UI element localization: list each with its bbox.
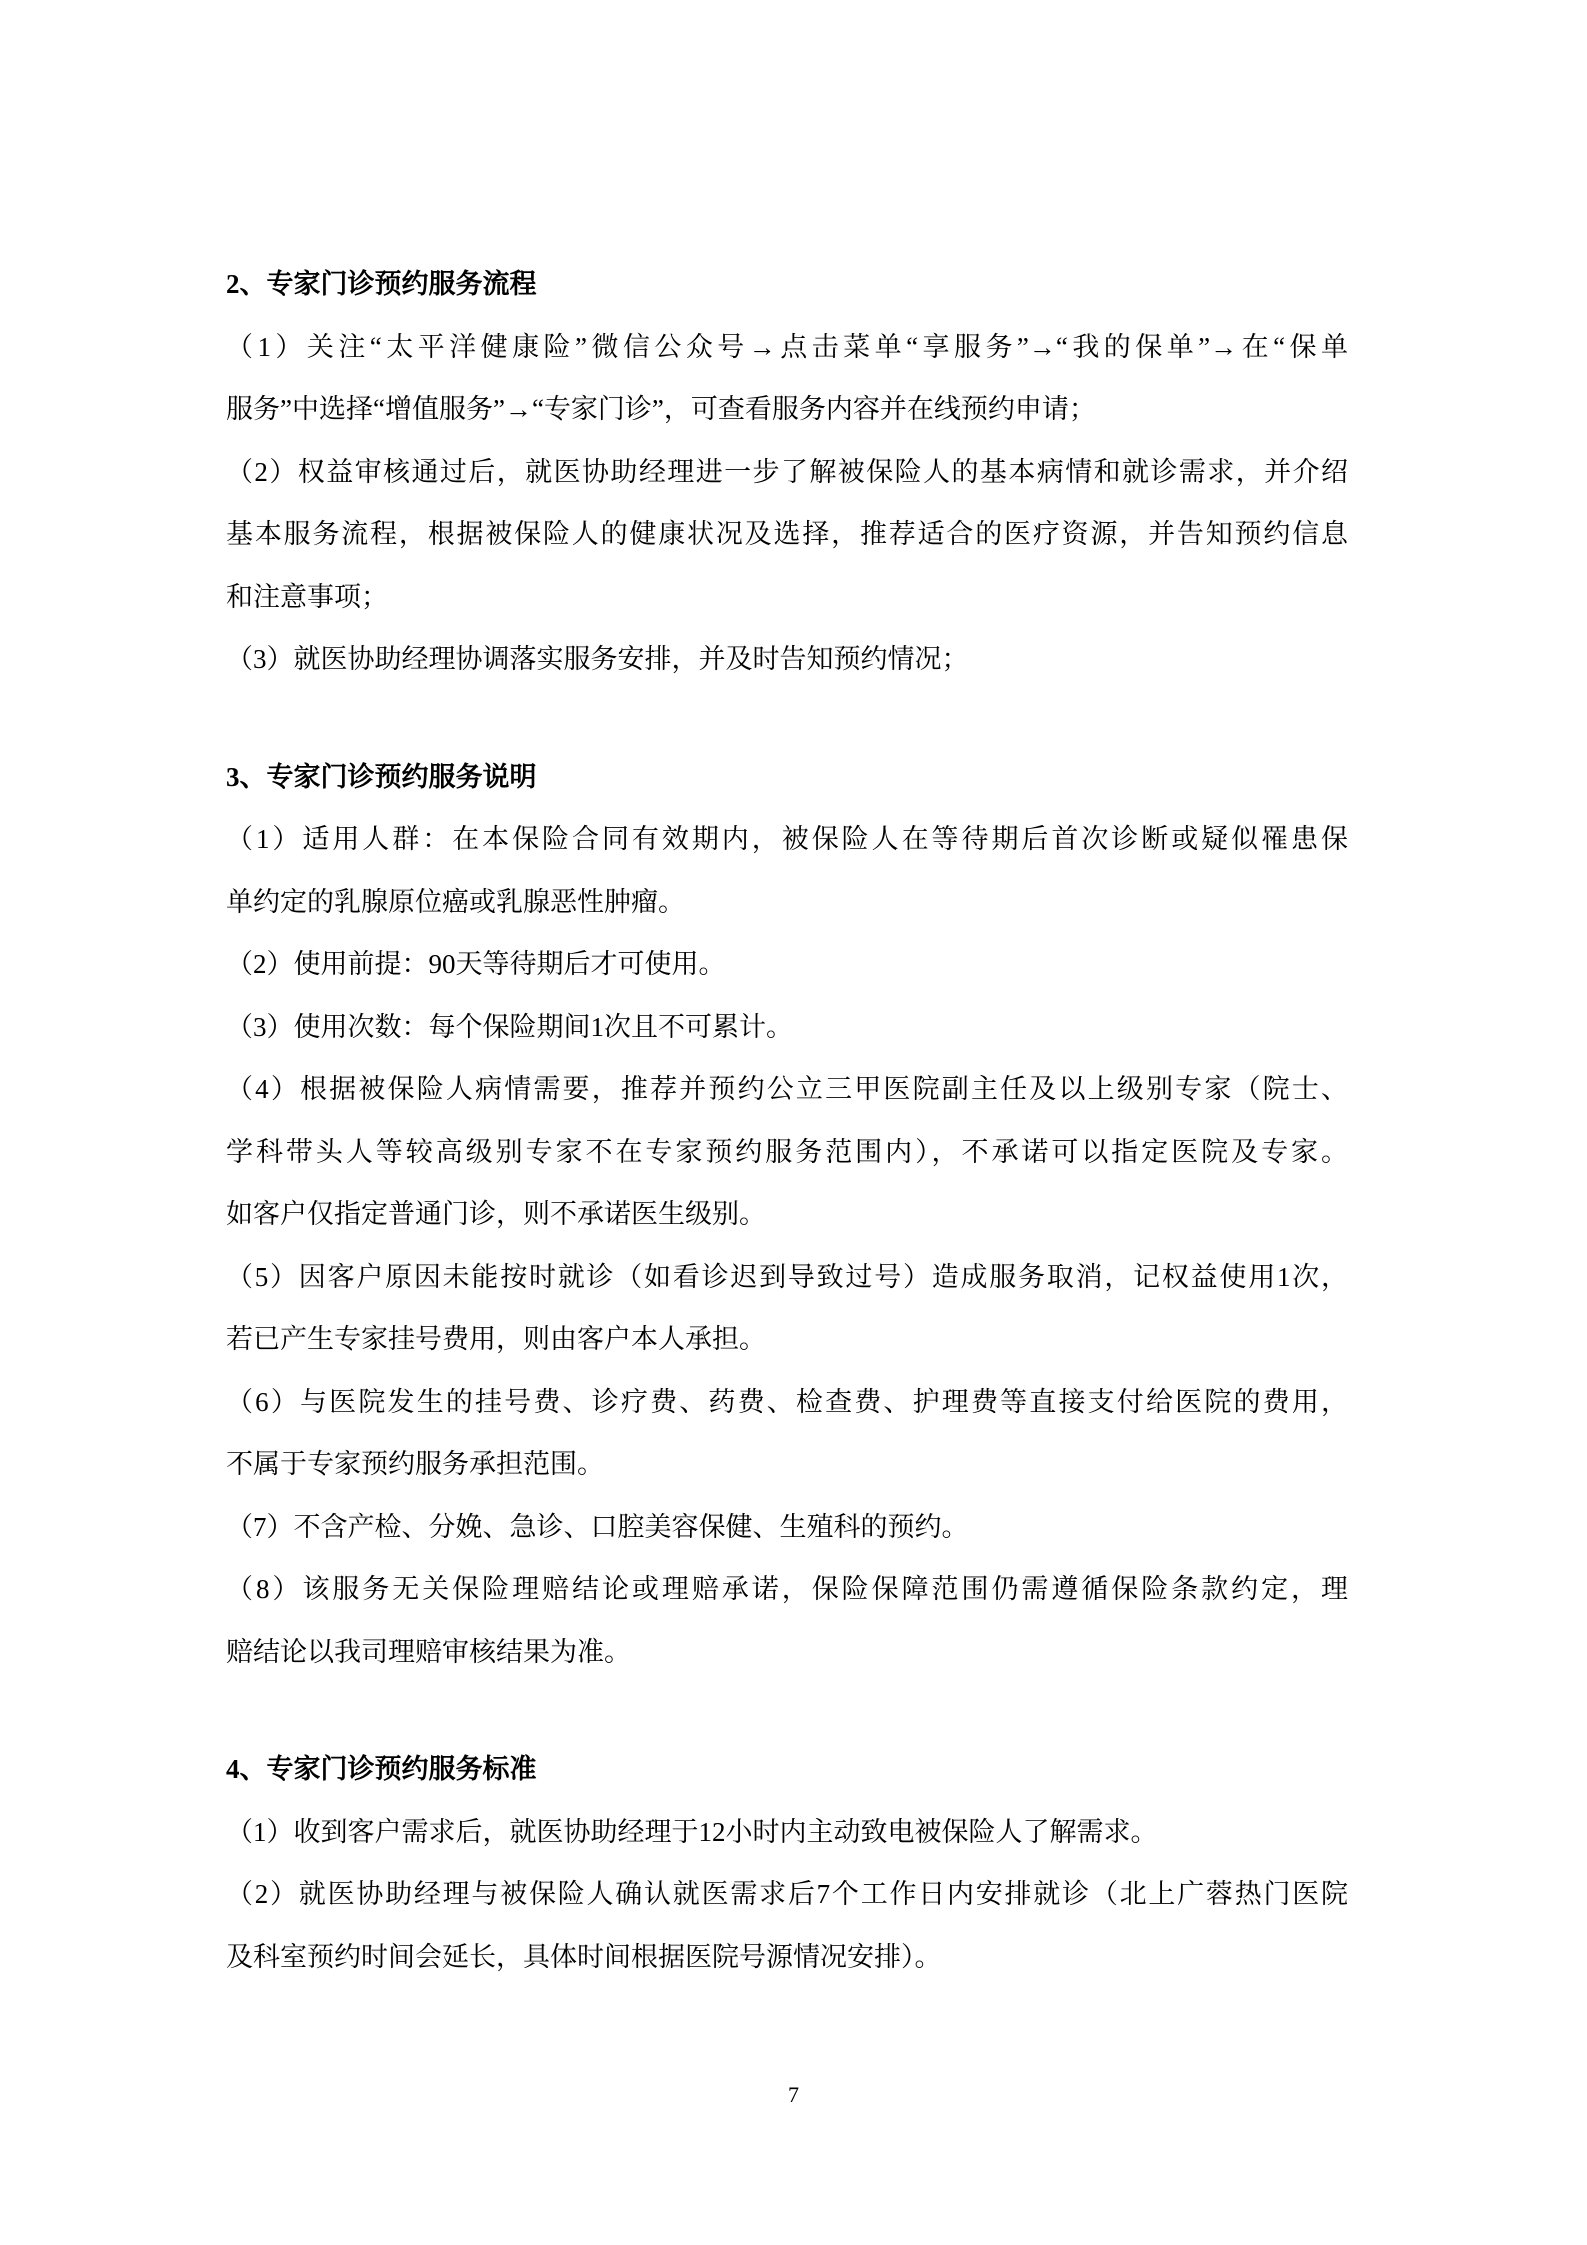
paragraph-line: （2）就医协助经理与被保险人确认就医需求后7个工作日内安排就诊（北上广蓉热门医院 bbox=[226, 1879, 1348, 1909]
page-number: 7 bbox=[788, 2082, 799, 2107]
paragraph-line: 赔结论以我司理赔审核结果为准。 bbox=[226, 1636, 631, 1667]
paragraph-line: （4）根据被保险人病情需要，推荐并预约公立三甲医院副主任及以上级别专家（院士、 bbox=[226, 1074, 1348, 1104]
section-heading: 2、专家门诊预约服务流程 bbox=[226, 269, 537, 299]
section-heading: 3、专家门诊预约服务说明 bbox=[226, 761, 537, 792]
paragraph-line: （6）与医院发生的挂号费、诊疗费、药费、检查费、护理费等直接支付给医院的费用， bbox=[226, 1386, 1348, 1417]
paragraph-line: （2）权益审核通过后，就医协助经理进一步了解被保险人的基本病情和就诊需求，并介绍 bbox=[226, 456, 1348, 487]
paragraph-line: 如客户仅指定普通门诊，则不承诺医生级别。 bbox=[226, 1199, 766, 1229]
paragraph-line: 和注意事项； bbox=[226, 581, 388, 612]
paragraph-line: （3）就医协助经理协调落实服务安排，并及时告知预约情况； bbox=[226, 644, 969, 674]
paragraph-line: （1）适用人群：在本保险合同有效期内，被保险人在等待期后首次诊断或疑似罹患保 bbox=[226, 824, 1348, 854]
paragraph-line: 学科带头人等较高级别专家不在专家预约服务范围内），不承诺可以指定医院及专家。 bbox=[226, 1136, 1348, 1167]
paragraph-line: （5）因客户原因未能按时就诊（如看诊迟到导致过号）造成服务取消，记权益使用1次， bbox=[226, 1261, 1348, 1292]
paragraph-line: 不属于专家预约服务承担范围。 bbox=[226, 1449, 604, 1479]
section-heading: 4、专家门诊预约服务标准 bbox=[226, 1754, 537, 1784]
paragraph-line: （2）使用前提：90天等待期后才可使用。 bbox=[226, 949, 726, 979]
paragraph-line: 若已产生专家挂号费用，则由客户本人承担。 bbox=[226, 1324, 766, 1354]
paragraph-line: （1）关注“太平洋健康险”微信公众号→点击菜单“享服务”→“我的保单”→在“保单 bbox=[226, 331, 1348, 362]
paragraph-line: （7）不含产检、分娩、急诊、口腔美容保健、生殖科的预约。 bbox=[226, 1511, 969, 1542]
paragraph-line: （3）使用次数：每个保险期间1次且不可累计。 bbox=[226, 1011, 793, 1042]
document-content bbox=[226, 253, 1348, 1988]
paragraph-line: （8）该服务无关保险理赔结论或理赔承诺，保险保障范围仍需遵循保险条款约定，理 bbox=[226, 1574, 1348, 1604]
paragraph-line: （1）收到客户需求后，就医协助经理于12小时内主动致电被保险人了解需求。 bbox=[226, 1816, 1158, 1847]
paragraph-line: 服务”中选择“增值服务”→“专家门诊”，可查看服务内容并在线预约申请； bbox=[226, 394, 1096, 424]
paragraph-line: 单约定的乳腺原位癌或乳腺恶性肿瘤。 bbox=[226, 886, 685, 917]
paragraph-line: 基本服务流程，根据被保险人的健康状况及选择，推荐适合的医疗资源，并告知预约信息 bbox=[226, 519, 1348, 549]
paragraph-line: 及科室预约时间会延长，具体时间根据医院号源情况安排）。 bbox=[226, 1941, 942, 1972]
